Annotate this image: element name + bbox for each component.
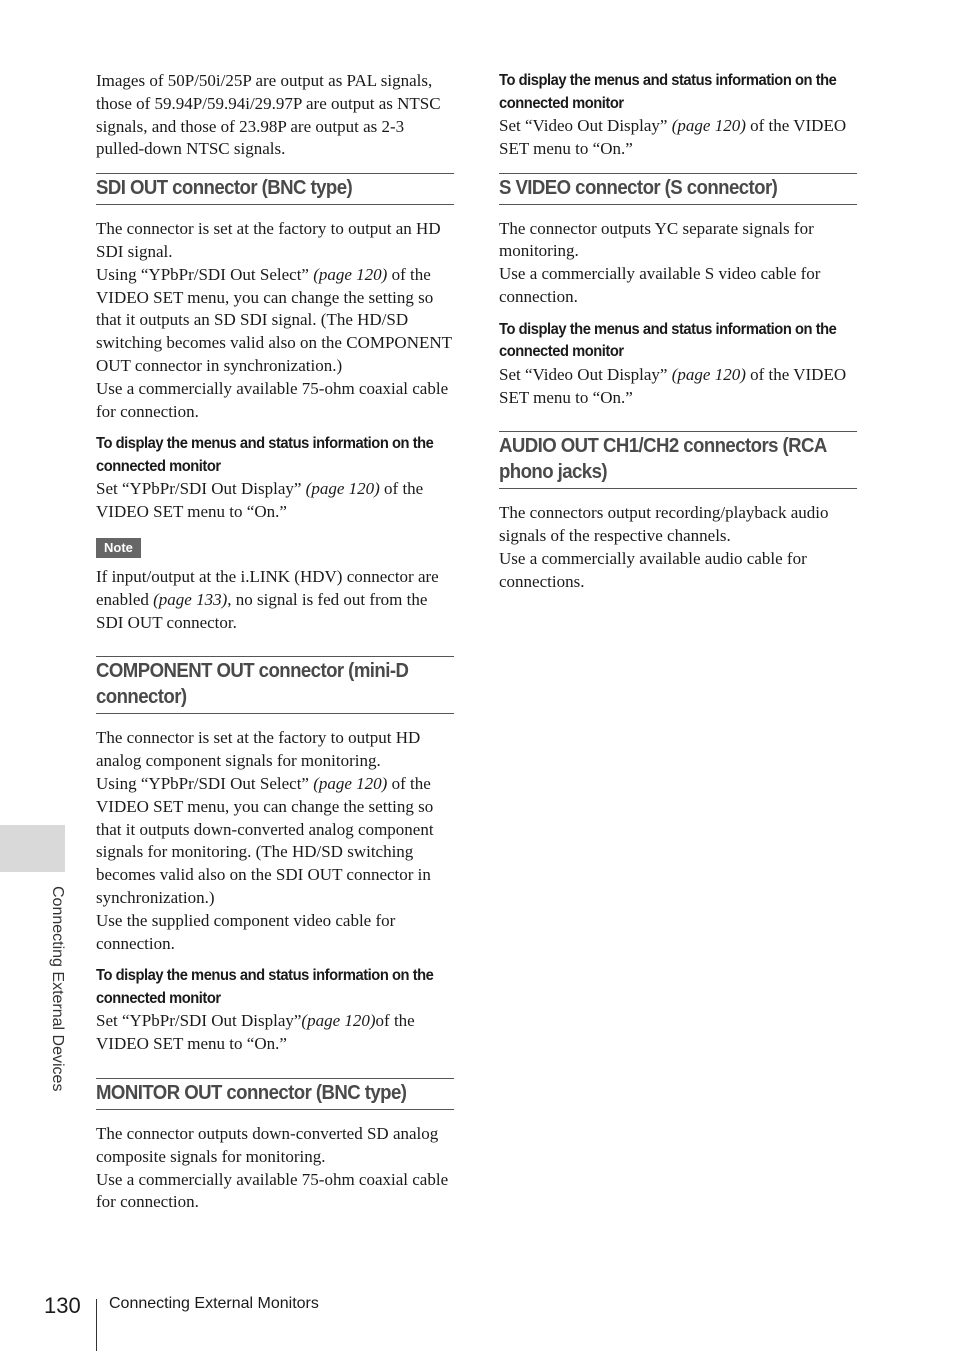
component-p2: Using “YPbPr/SDI Out Select” (page 120) of the VIDEO SET menu, you can change the setting so that it outputs down-converted analog component signals for monitoring. (The HD/SD switching becomes valid also on the SDI OUT connector in synchronization.) <box>96 773 434 907</box>
sdi-out-heading: SDI OUT connector (BNC type) <box>96 173 454 205</box>
page-ref: (page 120) <box>305 479 380 499</box>
intro-paragraph: Images of 50P/50i/25P are output as PAL signals, those of 59.94P/59.94i/29.97P are output as NTSC signals, and those of 23.98P are output as 2-3 pulled-down NTSC signals. <box>96 71 441 159</box>
sdi-p2: Using “YPbPr/SDI Out Select” (page 120) of the VIDEO SET menu, you can change the setting so that it outputs an SD SDI signal. (The HD/SD switching becomes valid also on the COMPONENT OUT connector in synchronization.) <box>96 264 452 375</box>
component-out-heading: COMPONENT OUT connector (mini-D connector) <box>96 656 454 714</box>
note-label: Note <box>96 538 141 558</box>
footer-section-title: Connecting External Monitors <box>109 1295 319 1312</box>
video-set-instruction: Set “Video Out Display” (page 120) of the VIDEO SET menu to “On.” <box>499 116 847 158</box>
page-ref: (page 120) <box>671 116 746 135</box>
sdi-set-instruction: Set “YPbPr/SDI Out Display” (page 120) of the VIDEO SET menu to “On.” <box>96 479 424 522</box>
page-ref: (page 120) <box>301 1011 376 1031</box>
left-column <box>96 70 454 1214</box>
chapter-side-label: Connecting External Devices <box>49 886 66 1092</box>
chapter-tab <box>0 825 65 872</box>
audio-out-heading: AUDIO OUT CH1/CH2 connectors (RCA phono jacks) <box>499 431 857 489</box>
video-display-subheading: To display the menus and status information on the connected monitor <box>499 72 837 112</box>
footer-divider <box>96 1299 97 1351</box>
svideo-p2: Use a commercially available S video cable for connection. <box>499 264 821 306</box>
audio-p2: Use a commercially available audio cable for connections. <box>499 548 807 591</box>
audio-p1: The connectors output recording/playback audio signals of the respective channels. <box>499 503 829 546</box>
monitor-p1: The connector outputs down-converted SD analog composite signals for monitoring. <box>96 1123 439 1166</box>
svideo-display-subheading: To display the menus and status information on the connected monitor <box>499 320 837 361</box>
component-display-subheading: To display the menus and status information on the connected monitor <box>96 967 434 1007</box>
sdi-p1: The connector is set at the factory to output an HD SDI signal. <box>96 219 441 261</box>
page-ref: (page 120) <box>671 364 746 384</box>
note-text: If input/output at the i.LINK (HDV) connector are enabled (page 133), no signal is fed out from the SDI OUT connector. <box>96 566 439 632</box>
component-p1: The connector is set at the factory to output HD analog component signals for monitoring. <box>96 728 421 771</box>
page-number: 130 <box>44 1293 81 1318</box>
component-set-instruction: Set “YPbPr/SDI Out Display”(page 120)of the VIDEO SET menu to “On.” <box>96 1011 415 1054</box>
component-p3: Use the supplied component video cable for connection. <box>96 910 396 953</box>
page-ref: (page 133) <box>153 589 228 609</box>
right-column <box>499 70 857 594</box>
monitor-p2: Use a commercially available 75-ohm coaxial cable for connection. <box>96 1169 449 1212</box>
page-ref: (page 120) <box>313 773 388 793</box>
svideo-set-instruction: Set “Video Out Display” (page 120) of the VIDEO SET menu to “On.” <box>499 364 847 407</box>
sdi-display-subheading: To display the menus and status information on the connected monitor <box>96 435 434 475</box>
sdi-p3: Use a commercially available 75-ohm coaxial cable for connection. <box>96 378 449 421</box>
monitor-out-heading: MONITOR OUT connector (BNC type) <box>96 1078 454 1110</box>
page-ref: (page 120) <box>313 264 388 284</box>
s-video-heading: S VIDEO connector (S connector) <box>499 173 857 205</box>
svideo-p1: The connector outputs YC separate signals for monitoring. <box>499 218 814 261</box>
